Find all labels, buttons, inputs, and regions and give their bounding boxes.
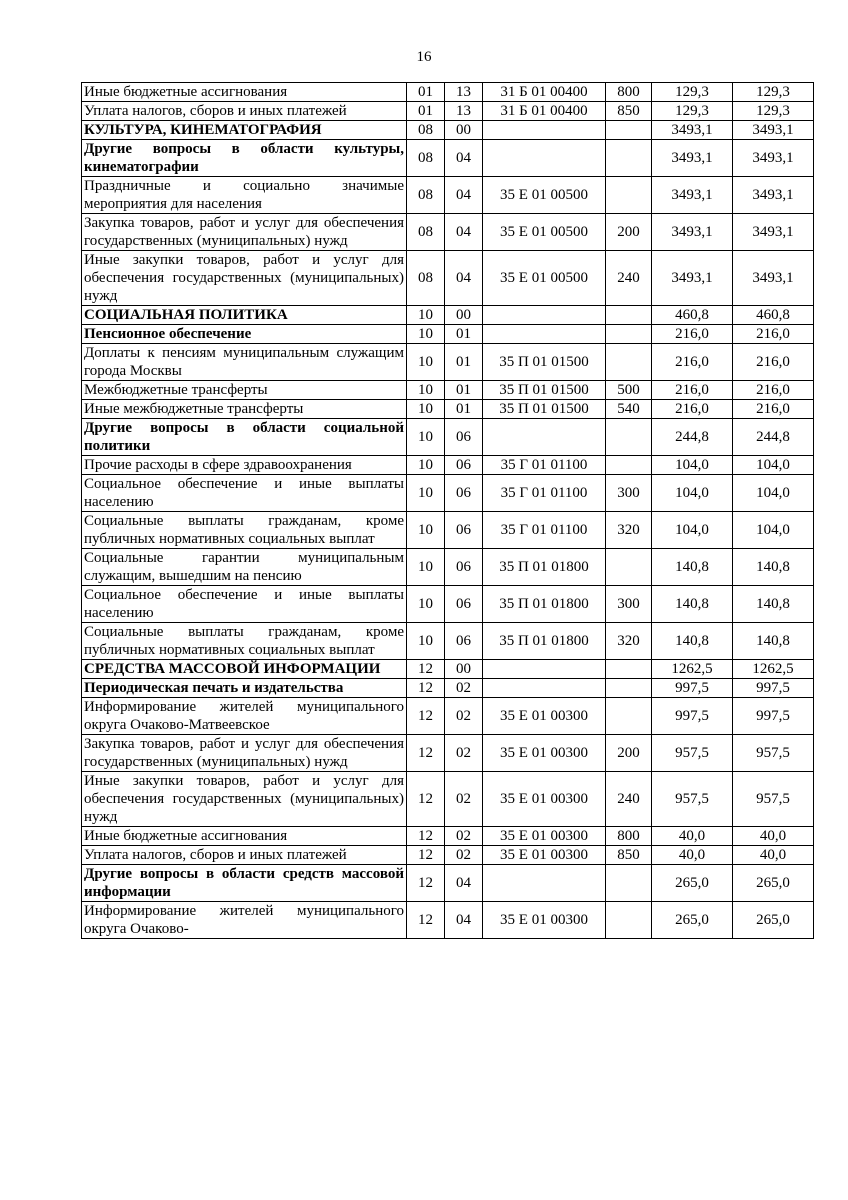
page-number: 16 — [416, 49, 432, 65]
subsection-code-cell: 02 — [445, 827, 483, 846]
expense-name-cell: Информирование жителей муниципального округа Очаково- — [82, 902, 407, 939]
amount-year2-cell: 460,8 — [733, 306, 814, 325]
target-article-cell: 35 Г 01 01100 — [483, 475, 606, 512]
expense-name-cell: СРЕДСТВА МАССОВОЙ ИНФОРМАЦИИ — [82, 660, 407, 679]
amount-year2-cell: 216,0 — [733, 381, 814, 400]
subsection-code-cell: 13 — [445, 83, 483, 102]
expense-name-cell: Иные закупки товаров, работ и услуг для обеспечения государственных (муниципальных) нужд — [82, 251, 407, 306]
amount-year1-cell: 460,8 — [652, 306, 733, 325]
amount-year1-cell: 957,5 — [652, 735, 733, 772]
amount-year1-cell: 104,0 — [652, 475, 733, 512]
expense-type-cell — [606, 344, 652, 381]
section-code-cell: 01 — [407, 83, 445, 102]
expense-name-cell: Закупка товаров, работ и услуг для обеспечения государственных (муниципальных) нужд — [82, 214, 407, 251]
expense-type-cell — [606, 660, 652, 679]
amount-year2-cell: 1262,5 — [733, 660, 814, 679]
expense-name-cell: Межбюджетные трансферты — [82, 381, 407, 400]
section-code-cell: 12 — [407, 902, 445, 939]
amount-year1-cell: 3493,1 — [652, 177, 733, 214]
amount-year2-cell: 957,5 — [733, 772, 814, 827]
subsection-code-cell: 04 — [445, 177, 483, 214]
amount-year1-cell: 40,0 — [652, 827, 733, 846]
expense-type-cell: 320 — [606, 512, 652, 549]
target-article-cell — [483, 865, 606, 902]
target-article-cell: 35 Е 01 00500 — [483, 177, 606, 214]
amount-year1-cell: 3493,1 — [652, 140, 733, 177]
subsection-code-cell: 00 — [445, 306, 483, 325]
amount-year1-cell: 216,0 — [652, 344, 733, 381]
amount-year1-cell: 3493,1 — [652, 121, 733, 140]
table-row — [82, 586, 814, 623]
expense-name-cell: Другие вопросы в области средств массовой информации — [82, 865, 407, 902]
subsection-code-cell: 06 — [445, 475, 483, 512]
expense-name-cell: Информирование жителей муниципального округа Очаково-Матвеевское — [82, 698, 407, 735]
target-article-cell: 35 Г 01 01100 — [483, 512, 606, 549]
amount-year2-cell: 140,8 — [733, 586, 814, 623]
section-code-cell: 10 — [407, 381, 445, 400]
target-article-cell: 31 Б 01 00400 — [483, 83, 606, 102]
table-row — [82, 251, 814, 306]
subsection-code-cell: 06 — [445, 623, 483, 660]
amount-year2-cell: 129,3 — [733, 83, 814, 102]
section-code-cell: 10 — [407, 344, 445, 381]
section-code-cell: 08 — [407, 251, 445, 306]
subsection-code-cell: 02 — [445, 698, 483, 735]
expense-name-cell: Закупка товаров, работ и услуг для обеспечения государственных (муниципальных) нужд — [82, 735, 407, 772]
expense-type-cell — [606, 865, 652, 902]
section-code-cell: 12 — [407, 735, 445, 772]
expense-name-cell: Другие вопросы в области социальной политики — [82, 419, 407, 456]
expense-name-cell: Уплата налогов, сборов и иных платежей — [82, 102, 407, 121]
target-article-cell: 35 Е 01 00300 — [483, 827, 606, 846]
table-row — [82, 660, 814, 679]
table-row — [82, 325, 814, 344]
target-article-cell — [483, 660, 606, 679]
section-code-cell: 12 — [407, 772, 445, 827]
expense-name-cell: Социальные выплаты гражданам, кроме публичных нормативных социальных выплат — [82, 623, 407, 660]
target-article-cell: 35 Е 01 00500 — [483, 214, 606, 251]
target-article-cell: 35 Г 01 01100 — [483, 456, 606, 475]
target-article-cell: 35 П 01 01800 — [483, 623, 606, 660]
amount-year1-cell: 104,0 — [652, 512, 733, 549]
section-code-cell: 10 — [407, 512, 445, 549]
subsection-code-cell: 02 — [445, 772, 483, 827]
expense-name-cell: Иные межбюджетные трансферты — [82, 400, 407, 419]
amount-year2-cell: 3493,1 — [733, 177, 814, 214]
expense-type-cell: 300 — [606, 475, 652, 512]
expense-name-cell: Доплаты к пенсиям муниципальным служащим города Москвы — [82, 344, 407, 381]
amount-year2-cell: 216,0 — [733, 400, 814, 419]
amount-year1-cell: 265,0 — [652, 865, 733, 902]
section-code-cell: 10 — [407, 456, 445, 475]
target-article-cell: 35 П 01 01500 — [483, 381, 606, 400]
expense-type-cell: 800 — [606, 827, 652, 846]
table-row — [82, 400, 814, 419]
table-row — [82, 177, 814, 214]
expense-type-cell — [606, 902, 652, 939]
target-article-cell — [483, 121, 606, 140]
expense-type-cell — [606, 140, 652, 177]
amount-year2-cell: 3493,1 — [733, 214, 814, 251]
section-code-cell: 12 — [407, 698, 445, 735]
amount-year1-cell: 3493,1 — [652, 214, 733, 251]
expense-type-cell — [606, 419, 652, 456]
amount-year2-cell: 244,8 — [733, 419, 814, 456]
target-article-cell: 35 Е 01 00300 — [483, 735, 606, 772]
amount-year1-cell: 997,5 — [652, 698, 733, 735]
amount-year1-cell: 104,0 — [652, 456, 733, 475]
target-article-cell: 35 Е 01 00500 — [483, 251, 606, 306]
target-article-cell: 31 Б 01 00400 — [483, 102, 606, 121]
expense-name-cell: Праздничные и социально значимые мероприятия для населения — [82, 177, 407, 214]
expense-type-cell — [606, 456, 652, 475]
section-code-cell: 10 — [407, 475, 445, 512]
amount-year2-cell: 997,5 — [733, 679, 814, 698]
expense-name-cell: Социальное обеспечение и иные выплаты населению — [82, 586, 407, 623]
amount-year1-cell: 957,5 — [652, 772, 733, 827]
table-row — [82, 623, 814, 660]
subsection-code-cell: 04 — [445, 865, 483, 902]
amount-year1-cell: 265,0 — [652, 902, 733, 939]
target-article-cell — [483, 325, 606, 344]
table-row — [82, 902, 814, 939]
amount-year1-cell: 3493,1 — [652, 251, 733, 306]
table-row — [82, 121, 814, 140]
target-article-cell: 35 Е 01 00300 — [483, 772, 606, 827]
table-row — [82, 344, 814, 381]
section-code-cell: 10 — [407, 586, 445, 623]
table-row — [82, 475, 814, 512]
amount-year2-cell: 265,0 — [733, 865, 814, 902]
amount-year2-cell: 3493,1 — [733, 140, 814, 177]
amount-year1-cell: 997,5 — [652, 679, 733, 698]
target-article-cell: 35 Е 01 00300 — [483, 846, 606, 865]
subsection-code-cell: 00 — [445, 660, 483, 679]
amount-year2-cell: 216,0 — [733, 325, 814, 344]
expense-name-cell: Уплата налогов, сборов и иных платежей — [82, 846, 407, 865]
subsection-code-cell: 06 — [445, 586, 483, 623]
section-code-cell: 10 — [407, 400, 445, 419]
section-code-cell: 12 — [407, 846, 445, 865]
subsection-code-cell: 01 — [445, 400, 483, 419]
amount-year1-cell: 1262,5 — [652, 660, 733, 679]
section-code-cell: 08 — [407, 214, 445, 251]
section-code-cell: 12 — [407, 827, 445, 846]
section-code-cell: 12 — [407, 865, 445, 902]
expense-name-cell: Социальные гарантии муниципальным служащим, вышедшим на пенсию — [82, 549, 407, 586]
amount-year1-cell: 216,0 — [652, 400, 733, 419]
section-code-cell: 01 — [407, 102, 445, 121]
table-row — [82, 549, 814, 586]
target-article-cell: 35 П 01 01500 — [483, 400, 606, 419]
amount-year1-cell: 129,3 — [652, 83, 733, 102]
subsection-code-cell: 04 — [445, 902, 483, 939]
amount-year1-cell: 140,8 — [652, 623, 733, 660]
amount-year1-cell: 216,0 — [652, 325, 733, 344]
expense-type-cell: 240 — [606, 772, 652, 827]
budget-table — [81, 82, 814, 939]
table-row — [82, 512, 814, 549]
amount-year2-cell: 3493,1 — [733, 251, 814, 306]
table-row — [82, 83, 814, 102]
section-code-cell: 10 — [407, 306, 445, 325]
section-code-cell: 12 — [407, 660, 445, 679]
section-code-cell: 10 — [407, 419, 445, 456]
amount-year2-cell: 997,5 — [733, 698, 814, 735]
table-row — [82, 698, 814, 735]
amount-year2-cell: 140,8 — [733, 623, 814, 660]
expense-type-cell — [606, 121, 652, 140]
amount-year1-cell: 140,8 — [652, 549, 733, 586]
expense-type-cell: 850 — [606, 102, 652, 121]
target-article-cell — [483, 419, 606, 456]
amount-year2-cell: 140,8 — [733, 549, 814, 586]
expense-type-cell: 500 — [606, 381, 652, 400]
subsection-code-cell: 01 — [445, 325, 483, 344]
subsection-code-cell: 06 — [445, 456, 483, 475]
section-code-cell: 08 — [407, 177, 445, 214]
subsection-code-cell: 02 — [445, 679, 483, 698]
expense-name-cell: Пенсионное обеспечение — [82, 325, 407, 344]
table-row — [82, 306, 814, 325]
subsection-code-cell: 01 — [445, 344, 483, 381]
expense-type-cell — [606, 177, 652, 214]
expense-name-cell: СОЦИАЛЬНАЯ ПОЛИТИКА — [82, 306, 407, 325]
subsection-code-cell: 06 — [445, 419, 483, 456]
section-code-cell: 08 — [407, 140, 445, 177]
expense-type-cell: 300 — [606, 586, 652, 623]
table-row — [82, 140, 814, 177]
subsection-code-cell: 01 — [445, 381, 483, 400]
amount-year1-cell: 216,0 — [652, 381, 733, 400]
table-row — [82, 735, 814, 772]
expense-name-cell: Прочие расходы в сфере здравоохранения — [82, 456, 407, 475]
expense-type-cell — [606, 698, 652, 735]
amount-year2-cell: 104,0 — [733, 475, 814, 512]
amount-year1-cell: 244,8 — [652, 419, 733, 456]
expense-type-cell: 320 — [606, 623, 652, 660]
table-row — [82, 865, 814, 902]
expense-type-cell: 850 — [606, 846, 652, 865]
amount-year2-cell: 40,0 — [733, 827, 814, 846]
target-article-cell — [483, 140, 606, 177]
budget-table-body — [82, 83, 814, 939]
section-code-cell: 10 — [407, 549, 445, 586]
expense-name-cell: Социальное обеспечение и иные выплаты населению — [82, 475, 407, 512]
expense-type-cell: 240 — [606, 251, 652, 306]
amount-year2-cell: 216,0 — [733, 344, 814, 381]
expense-type-cell: 200 — [606, 214, 652, 251]
expense-type-cell: 800 — [606, 83, 652, 102]
amount-year2-cell: 3493,1 — [733, 121, 814, 140]
expense-name-cell: Периодическая печать и издательства — [82, 679, 407, 698]
amount-year2-cell: 957,5 — [733, 735, 814, 772]
expense-name-cell: Другие вопросы в области культуры, кинематографии — [82, 140, 407, 177]
amount-year1-cell: 140,8 — [652, 586, 733, 623]
subsection-code-cell: 04 — [445, 140, 483, 177]
target-article-cell: 35 Е 01 00300 — [483, 698, 606, 735]
table-row — [82, 679, 814, 698]
section-code-cell: 12 — [407, 679, 445, 698]
subsection-code-cell: 02 — [445, 846, 483, 865]
expense-type-cell: 540 — [606, 400, 652, 419]
table-row — [82, 102, 814, 121]
subsection-code-cell: 13 — [445, 102, 483, 121]
amount-year1-cell: 129,3 — [652, 102, 733, 121]
amount-year2-cell: 104,0 — [733, 512, 814, 549]
amount-year2-cell: 265,0 — [733, 902, 814, 939]
expense-type-cell — [606, 306, 652, 325]
table-row — [82, 846, 814, 865]
table-row — [82, 381, 814, 400]
expense-type-cell: 200 — [606, 735, 652, 772]
subsection-code-cell: 00 — [445, 121, 483, 140]
target-article-cell: 35 П 01 01800 — [483, 586, 606, 623]
subsection-code-cell: 04 — [445, 214, 483, 251]
section-code-cell: 10 — [407, 325, 445, 344]
section-code-cell: 08 — [407, 121, 445, 140]
expense-name-cell: Иные закупки товаров, работ и услуг для обеспечения государственных (муниципальных) нужд — [82, 772, 407, 827]
table-row — [82, 214, 814, 251]
amount-year1-cell: 40,0 — [652, 846, 733, 865]
subsection-code-cell: 04 — [445, 251, 483, 306]
amount-year2-cell: 129,3 — [733, 102, 814, 121]
target-article-cell — [483, 679, 606, 698]
section-code-cell: 10 — [407, 623, 445, 660]
table-row — [82, 456, 814, 475]
expense-name-cell: Иные бюджетные ассигнования — [82, 83, 407, 102]
expense-type-cell — [606, 549, 652, 586]
target-article-cell: 35 П 01 01800 — [483, 549, 606, 586]
target-article-cell: 35 Е 01 00300 — [483, 902, 606, 939]
expense-type-cell — [606, 679, 652, 698]
expense-name-cell: Социальные выплаты гражданам, кроме публичных нормативных социальных выплат — [82, 512, 407, 549]
table-row — [82, 419, 814, 456]
amount-year2-cell: 104,0 — [733, 456, 814, 475]
target-article-cell: 35 П 01 01500 — [483, 344, 606, 381]
expense-type-cell — [606, 325, 652, 344]
subsection-code-cell: 02 — [445, 735, 483, 772]
expense-name-cell: КУЛЬТУРА, КИНЕМАТОГРАФИЯ — [82, 121, 407, 140]
target-article-cell — [483, 306, 606, 325]
table-row — [82, 772, 814, 827]
table-row — [82, 827, 814, 846]
expense-name-cell: Иные бюджетные ассигнования — [82, 827, 407, 846]
subsection-code-cell: 06 — [445, 512, 483, 549]
subsection-code-cell: 06 — [445, 549, 483, 586]
amount-year2-cell: 40,0 — [733, 846, 814, 865]
